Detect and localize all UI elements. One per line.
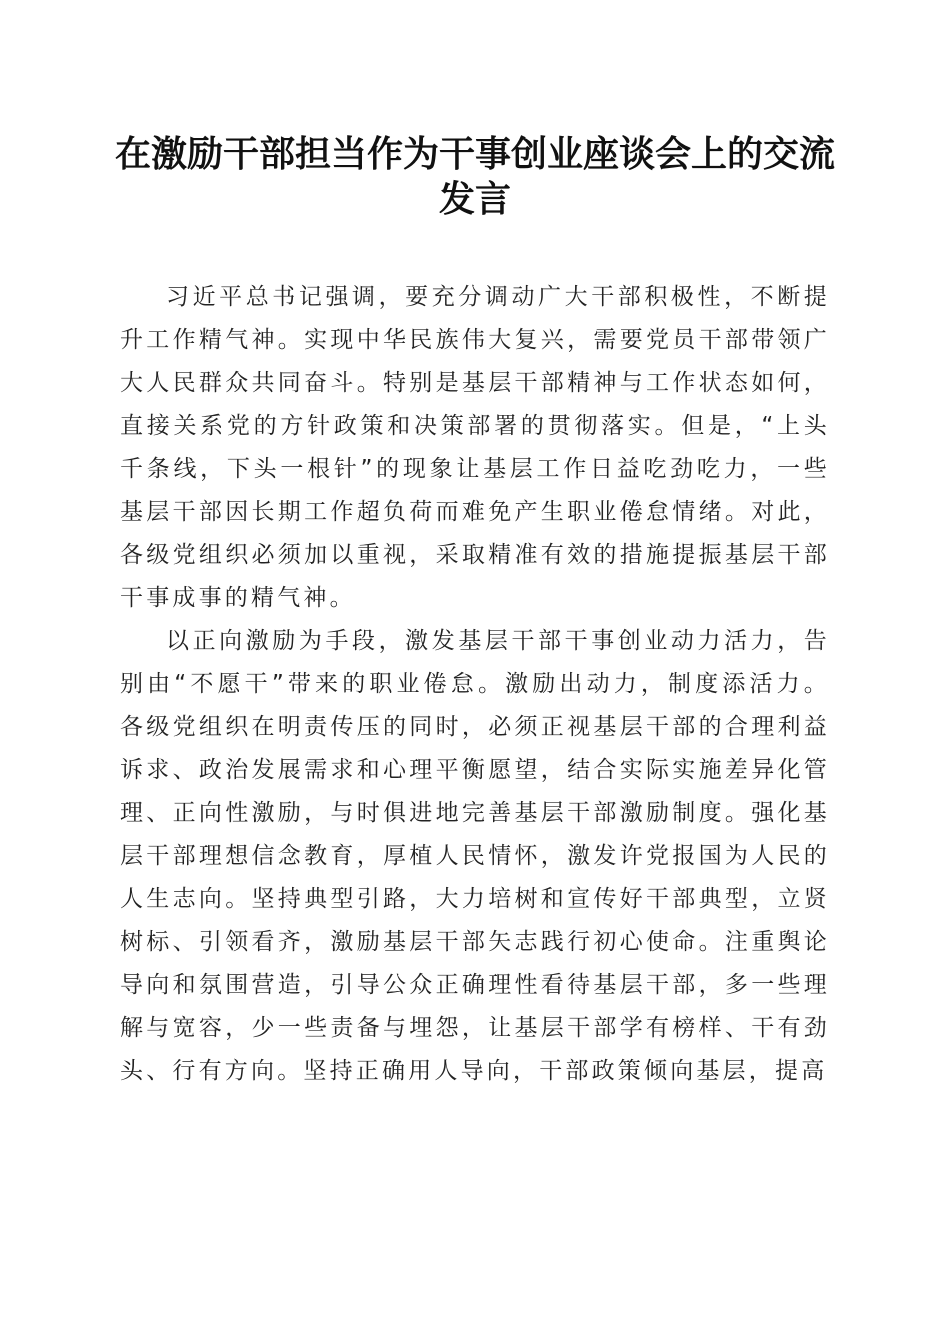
- document-title: 在激励干部担当作为干事创业座谈会上的交流发言: [114, 133, 835, 220]
- paragraph-2: 以正向激励为手段，激发基层干部干事创业动力活力，告别由“不愿干”带来的职业倦怠。激励出动力，制度添活力。各级党组织在明责传压的同时，必须正视基层干部的合理利益诉求、政治发展需求和心理平衡愿望，结合实际实施差异化管理、正向性激励，与时俱进地完善基层干部激励制度。强化基层干部理想信念教育，厚植人民情怀，激发许党报国为人民的人生志向。坚持典型引路，大力培树和宣传好干部典型，立贤树标、引领看齐，激励基层干部矢志践行初心使命。注重舆论导向和氛围营造，引导公众正确理性看待基层干部，多一些理解与宽容，少一些责备与埋怨，让基层干部学有榜样、干有劲头、行有方向。坚持正确用人导向，干部政策倾向基层，提高: [120, 628, 830, 1084]
- paragraph-1: 习近平总书记强调，要充分调动广大干部积极性，不断提升工作精气神。实现中华民族伟大复兴，需要党员干部带领广大人民群众共同奋斗。特别是基层干部精神与工作状态如何，直接关系党的方针政策和决策部署的贯彻落实。但是，“上头千条线，下头一根针”的现象让基层工作日益吃劲吃力，一些基层干部因长期工作超负荷而难免产生职业倦怠情绪。对此，各级党组织必须加以重视，采取精准有效的措施提振基层干部干事成事的精气神。: [120, 284, 830, 611]
- document-body: [120, 276, 830, 1093]
